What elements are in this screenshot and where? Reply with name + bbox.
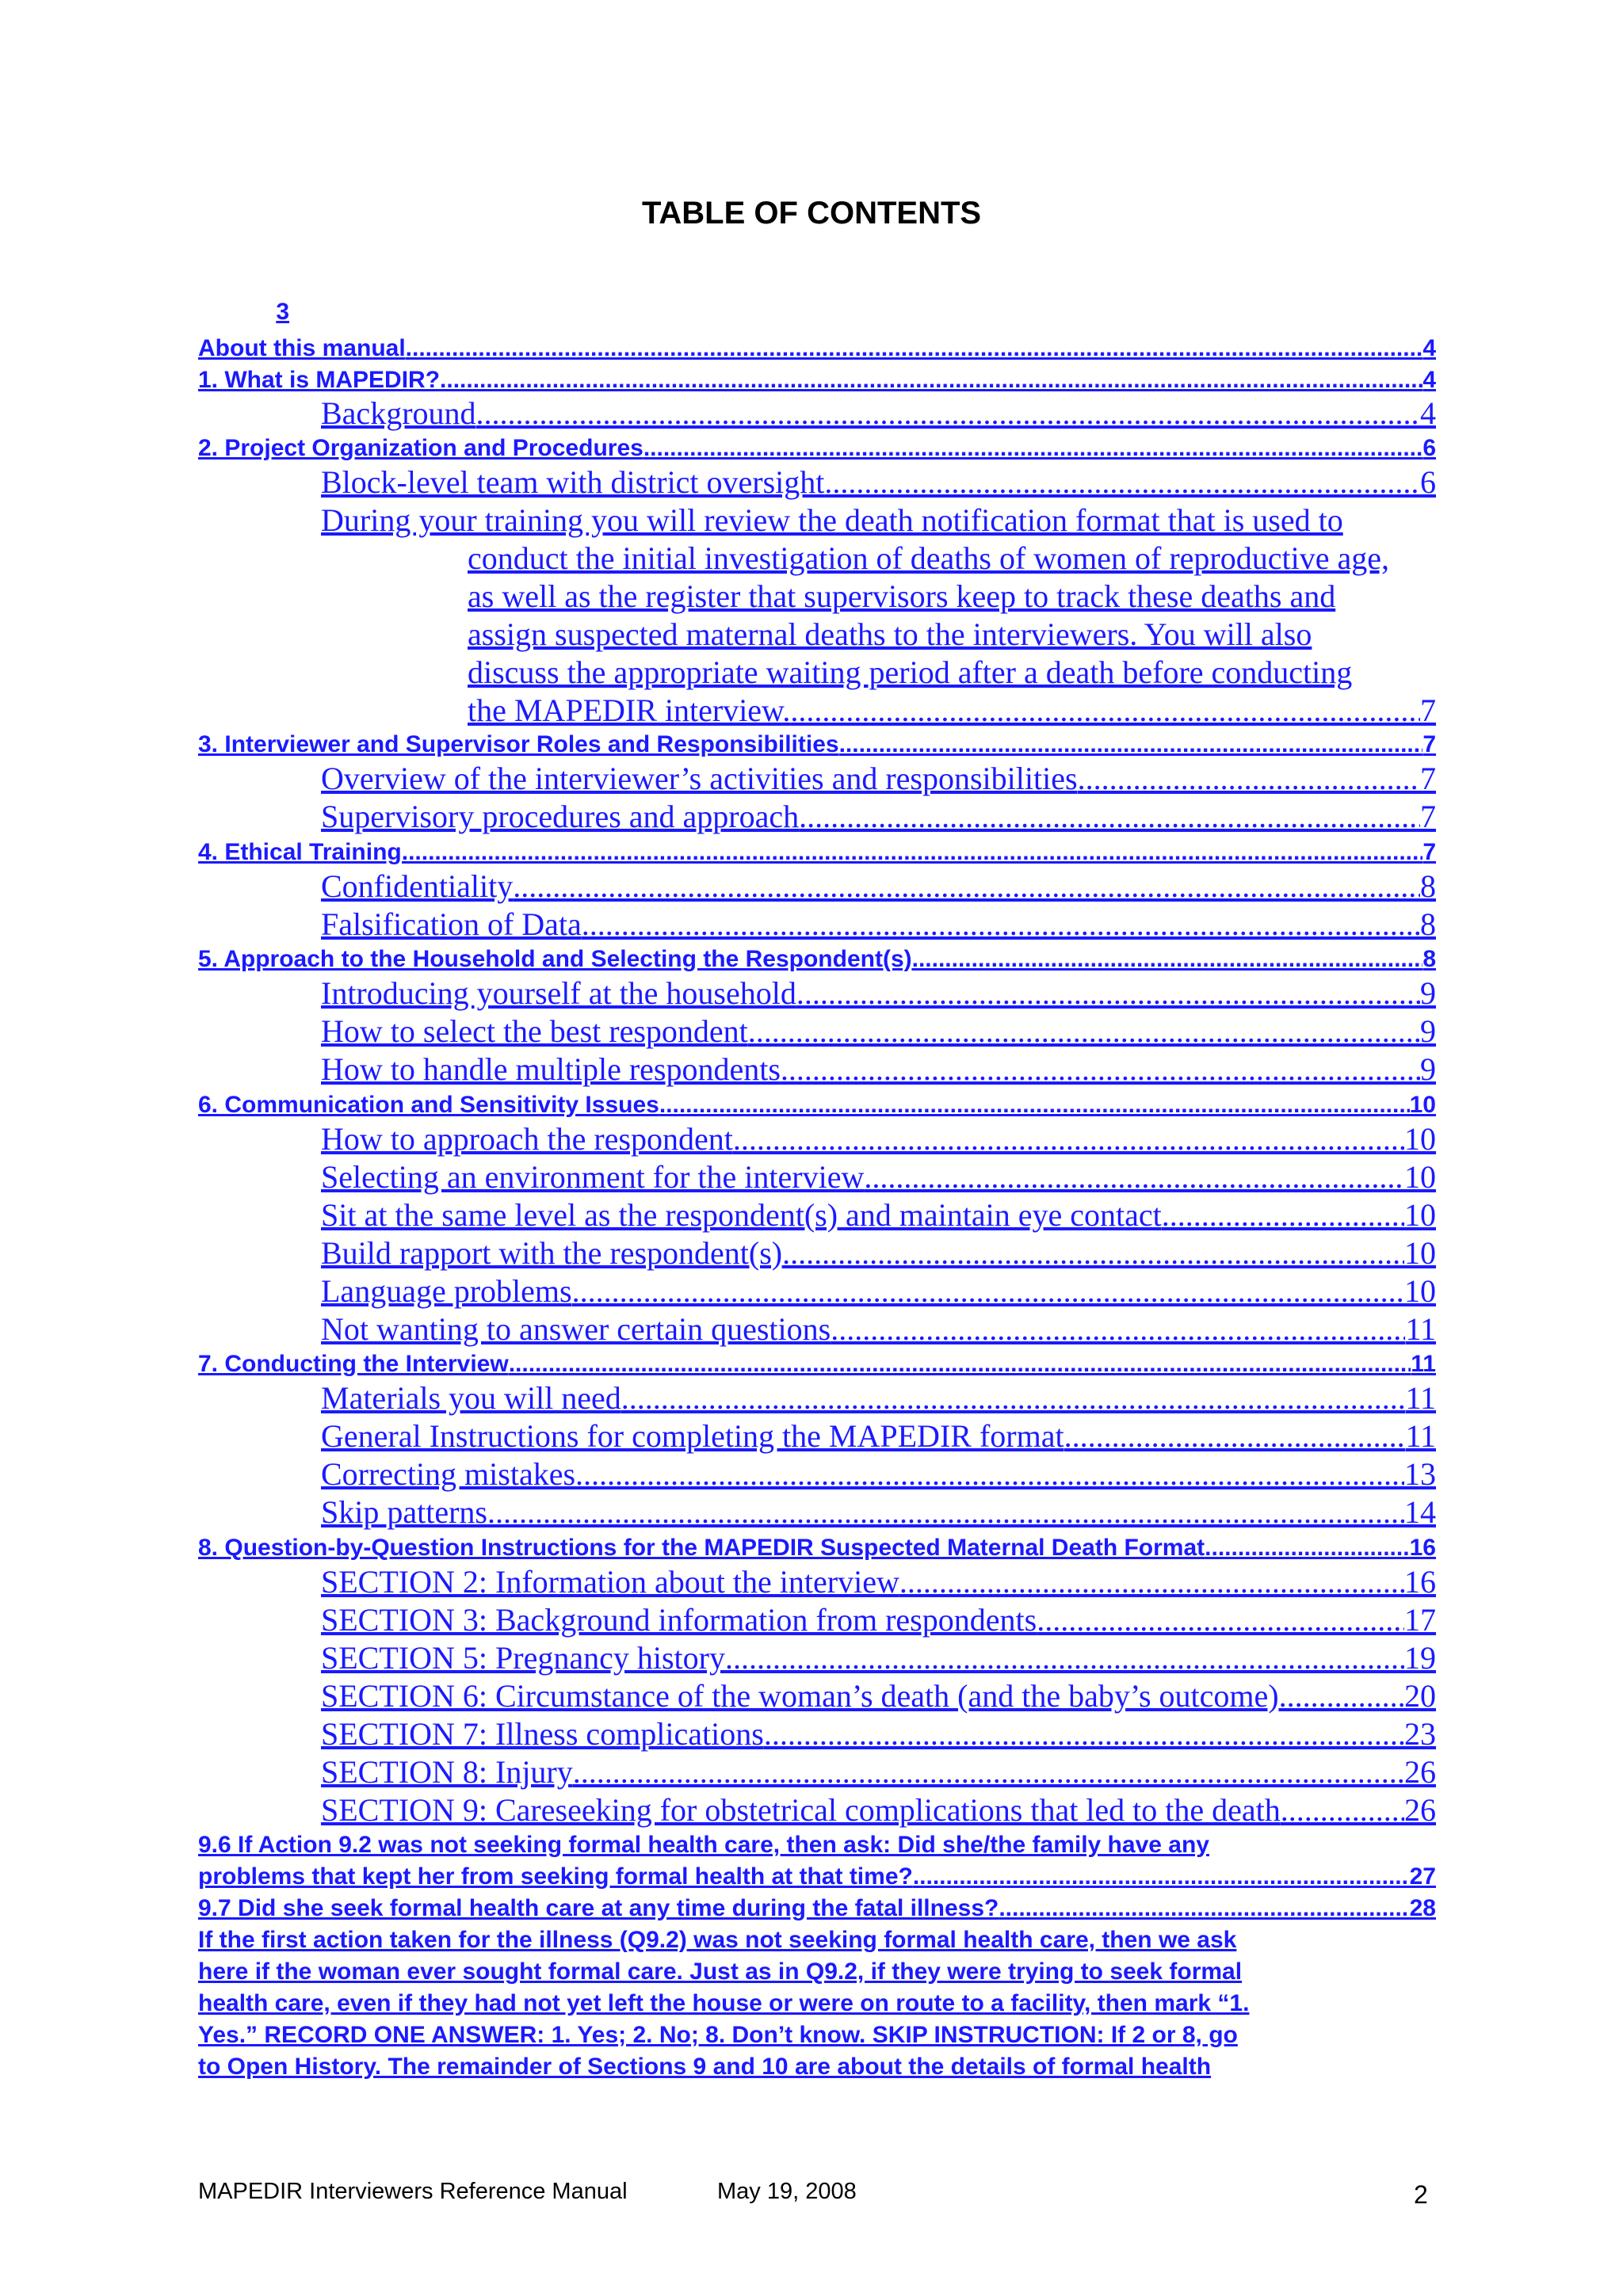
toc-entry-text: About this manual [198, 335, 406, 361]
toc-leader [781, 1051, 1420, 1089]
toc-leader [572, 1272, 1404, 1310]
toc-page-number: 11 [1405, 1311, 1436, 1347]
toc-leader [1281, 1791, 1404, 1829]
toc-leader [1205, 1532, 1409, 1564]
toc-entry-text: 9.7 Did she seek formal health care at any time during the fatal illness? [198, 1895, 999, 1921]
toc-entry-9-7-detail-line-4[interactable]: Yes.” RECORD ONE ANSWER: 1. Yes; 2. No; 8. Don’t know. SKIP INSTRUCTION: If 2 or 8, go [198, 2022, 1238, 2048]
toc-entry-roles-responsibilities[interactable] [198, 729, 1436, 761]
toc-entry-text: SECTION 6: Circumstance of the woman’s death (and the baby’s outcome) [321, 1678, 1279, 1714]
toc-leader [839, 729, 1423, 761]
toc-page-number: 17 [1404, 1602, 1436, 1638]
toc-entry-about-this-manual[interactable] [198, 333, 1436, 364]
toc-leader [764, 1715, 1404, 1753]
footer-manual-title: MAPEDIR Interviewers Reference Manual [198, 2179, 628, 2204]
toc-entry-text: Build rapport with the respondent(s) [321, 1235, 783, 1271]
toc-entry-communication-sensitivity[interactable] [198, 1089, 1436, 1121]
toc-entry-multiple-respondents[interactable] [321, 1051, 1436, 1089]
toc-entry-text: 4. Ethical Training [198, 839, 402, 865]
toc-page-number: 10 [1404, 1235, 1436, 1271]
toc-page-number: 6 [1420, 464, 1436, 500]
toc-leader [487, 1493, 1404, 1531]
toc-entry-text: SECTION 5: Pregnancy history [321, 1640, 725, 1676]
toc-entry-text: General Instructions for completing the MAPEDIR format [321, 1418, 1064, 1454]
toc-entry-what-is-mapedir[interactable] [198, 364, 1436, 396]
toc-entry-9-7[interactable] [198, 1893, 1436, 1924]
toc-page-number: 27 [1409, 1863, 1436, 1890]
toc-entry-same-level[interactable] [321, 1196, 1436, 1234]
toc-leader [999, 1893, 1409, 1924]
toc-leader [621, 1379, 1406, 1417]
toc-entry-9-7-detail-line-5[interactable]: to Open History. The remainder of Sections 9 and 10 are about the details of formal health [198, 2054, 1212, 2080]
toc-page-number: 11 [1405, 1380, 1436, 1416]
toc-entry-notification-line-3[interactable]: as well as the register that supervisors keep to track these deaths and [468, 578, 1336, 614]
toc-entry-block-level-team[interactable] [321, 463, 1436, 502]
toc-page-number: 10 [1404, 1273, 1436, 1309]
toc-leader [582, 906, 1420, 944]
toc-page-number: 13 [1404, 1456, 1436, 1492]
toc-page-number: 8 [1420, 906, 1436, 942]
toc-entry-9-6-line-1[interactable]: 9.6 If Action 9.2 was not seeking formal health care, then ask: Did she/the family have any [198, 1832, 1209, 1858]
toc-entry-text: Supervisory procedures and approach [321, 799, 800, 834]
toc-page-number: 10 [1409, 1092, 1436, 1118]
toc-page-number: 26 [1404, 1754, 1436, 1790]
toc-page-number: 9 [1420, 1051, 1436, 1087]
toc-entry-9-7-detail-line-1[interactable]: If the first action taken for the illness (Q9.2) was not seeking formal health care, then we ask [198, 1927, 1237, 1953]
toc-leader [402, 837, 1423, 868]
toc-leader [476, 395, 1420, 433]
toc-page-number: 10 [1404, 1197, 1436, 1233]
toc-entry-section-3[interactable] [321, 1601, 1436, 1639]
toc-page-number: 8 [1420, 868, 1436, 904]
toc-page-number: 16 [1404, 1564, 1436, 1600]
toc-page-number: 7 [1423, 731, 1436, 757]
toc-entry-correcting-mistakes[interactable] [321, 1455, 1436, 1493]
toc-leader [790, 692, 1420, 730]
toc-page-number: 4 [1423, 367, 1436, 393]
toc-page-number: 23 [1404, 1716, 1436, 1752]
toc-leader [509, 1348, 1411, 1380]
toc-leader [406, 333, 1423, 364]
toc-leader [1064, 1417, 1406, 1455]
toc-leader [899, 1563, 1404, 1601]
toc-page-number: 11 [1411, 1351, 1436, 1377]
toc-page-number: 9 [1420, 1013, 1436, 1049]
toc-entry-text: Materials you will need [321, 1380, 621, 1416]
toc-leader [782, 1234, 1404, 1272]
toc-page-number: 11 [1405, 1418, 1436, 1454]
toc-entry-9-7-detail-line-2[interactable]: here if the woman ever sought formal care. Just as in Q9.2, if they were trying to seek formal [198, 1958, 1243, 1985]
toc-leader [643, 433, 1423, 464]
toc-entry-text: SECTION 9: Careseeking for obstetrical complications that led to the death [321, 1792, 1281, 1828]
toc-entry-text: Overview of the interviewer’s activities and responsibilities [321, 761, 1078, 796]
toc-entry-notification-line-6[interactable] [468, 692, 1436, 730]
toc-leader [575, 1455, 1404, 1493]
toc-entry-text: How to handle multiple respondents [321, 1051, 781, 1087]
toc-leader [796, 974, 1420, 1013]
toc-entry-text: Selecting an environment for the interview [321, 1159, 865, 1195]
toc-page-number: 20 [1404, 1678, 1436, 1714]
toc-page-number: 7 [1420, 761, 1436, 796]
toc-leader [831, 1310, 1405, 1348]
toc-leader [659, 1089, 1410, 1121]
toc-top-page-number: 3 [276, 299, 289, 325]
toc-entry-section-5[interactable] [321, 1639, 1436, 1677]
toc-entry-text: Sit at the same level as the respondent(s) and maintain eye contact [321, 1197, 1162, 1233]
toc-entry-falsification[interactable] [321, 906, 1436, 944]
toc-page-number: 14 [1404, 1494, 1436, 1530]
toc-page-number: 10 [1404, 1159, 1436, 1195]
toc-entry-text: SECTION 8: Injury [321, 1754, 573, 1790]
toc-entry-approach-household[interactable] [198, 944, 1436, 975]
toc-leader [1162, 1196, 1404, 1234]
toc-entry-language-problems[interactable] [321, 1272, 1436, 1310]
toc-leader [912, 944, 1423, 975]
toc-entry-9-6-line-2[interactable] [198, 1861, 1436, 1893]
toc-entry-9-7-detail-line-3[interactable]: health care, even if they had not yet left the house or were on route to a facility, then mark “1. [198, 1990, 1250, 2016]
toc-entry-approach-respondent[interactable] [321, 1120, 1436, 1158]
footer-date: May 19, 2008 [717, 2179, 857, 2204]
toc-entry-text: 8. Question-by-Question Instructions for the MAPEDIR Suspected Maternal Death Format [198, 1535, 1205, 1561]
toc-page-number: 10 [1404, 1121, 1436, 1157]
toc-leader [573, 1753, 1404, 1791]
toc-entry-text: problems that kept her from seeking formal health at that time? [198, 1863, 913, 1890]
toc-page-number: 8 [1423, 946, 1436, 972]
toc-page-number: 7 [1420, 799, 1436, 834]
toc-page-number: 4 [1420, 395, 1436, 431]
toc-leader [799, 798, 1420, 836]
toc-leader [733, 1120, 1404, 1158]
page-title: TABLE OF CONTENTS [641, 196, 982, 231]
toc-entry-text: Background [321, 395, 476, 431]
toc-entry-section-2[interactable] [321, 1563, 1436, 1601]
toc-page-number: 19 [1404, 1640, 1436, 1676]
toc-entry-introducing-yourself[interactable] [321, 974, 1436, 1013]
toc-page-number: 26 [1404, 1792, 1436, 1828]
toc-entry-text: 2. Project Organization and Procedures [198, 435, 643, 461]
toc-leader [725, 1639, 1404, 1677]
toc-page-number: 7 [1420, 692, 1436, 728]
toc-entry-section-6[interactable] [321, 1677, 1436, 1715]
toc-entry-text: the MAPEDIR interview. [468, 692, 791, 728]
toc-leader [1279, 1677, 1404, 1715]
toc-entry-text: 6. Communication and Sensitivity Issues [198, 1092, 659, 1118]
toc-entry-text: How to select the best respondent [321, 1013, 748, 1049]
toc-leader [913, 1861, 1410, 1893]
toc-entry-project-organization[interactable] [198, 433, 1436, 464]
toc-top-page-link[interactable] [198, 296, 289, 328]
toc-leader [513, 868, 1420, 906]
toc-entry-text: 5. Approach to the Household and Selecting the Respondent(s) [198, 946, 912, 972]
toc-entry-skip-patterns[interactable] [321, 1493, 1436, 1531]
toc-entry-text: Not wanting to answer certain questions [321, 1311, 831, 1347]
toc-entry-overview-activities[interactable] [321, 760, 1436, 798]
toc-entry-text: Introducing yourself at the household [321, 975, 796, 1011]
toc-entry-conducting-interview[interactable] [198, 1348, 1436, 1380]
toc-entry-text: How to approach the respondent [321, 1121, 733, 1157]
toc-entry-materials-needed[interactable] [321, 1379, 1436, 1417]
toc-entry-section-9[interactable] [321, 1791, 1436, 1829]
toc-entry-ethical-training[interactable] [198, 837, 1436, 868]
toc-entry-notification-line-2[interactable]: conduct the initial investigation of deaths of women of reproductive age, [468, 540, 1389, 576]
toc-page-number: 6 [1423, 435, 1436, 461]
toc-entry-section-8[interactable] [321, 1753, 1436, 1791]
toc-page-number: 7 [1423, 839, 1436, 865]
toc-page-number: 9 [1420, 975, 1436, 1011]
toc-leader [864, 1158, 1404, 1196]
toc-entry-selecting-environment[interactable] [321, 1158, 1436, 1196]
toc-entry-background[interactable] [321, 395, 1436, 433]
toc-page-number: 4 [1423, 335, 1436, 361]
toc-entry-text: Confidentiality [321, 868, 514, 904]
toc-leader [1078, 760, 1420, 798]
toc-entry-section-7[interactable] [321, 1715, 1436, 1753]
toc-page-number: 28 [1409, 1895, 1436, 1921]
toc-entry-text: SECTION 7: Illness complications [321, 1716, 764, 1752]
toc-entry-text: Language problems [321, 1273, 572, 1309]
toc-entry-general-instructions[interactable] [321, 1417, 1436, 1455]
toc-entry-not-wanting-answer[interactable] [321, 1310, 1436, 1348]
toc-entry-build-rapport[interactable] [321, 1234, 1436, 1272]
toc-entry-text: 3. Interviewer and Supervisor Roles and Responsibilities [198, 731, 839, 757]
toc-entry-text: Correcting mistakes [321, 1456, 576, 1492]
toc-entry-text: Skip patterns [321, 1494, 487, 1530]
toc-entry-select-respondent[interactable] [321, 1013, 1436, 1051]
toc-entry-confidentiality[interactable] [321, 868, 1436, 906]
toc-entry-text: SECTION 3: Background information from respondents [321, 1602, 1037, 1638]
toc-entry-supervisory-procedures[interactable] [321, 798, 1436, 836]
toc-entry-text: SECTION 2: Information about the interview [321, 1564, 899, 1600]
toc-entry-text: 1. What is MAPEDIR? [198, 367, 441, 393]
toc-entry-text: Falsification of Data [321, 906, 582, 942]
toc-entry-text: Block-level team with district oversight [321, 464, 825, 500]
toc-leader [1037, 1601, 1404, 1639]
toc-entry-notification-line-1[interactable]: During your training you will review the death notification format that is used to [321, 502, 1343, 538]
toc-entry-notification-line-5[interactable]: discuss the appropriate waiting period after a death before conducting [468, 654, 1353, 690]
toc-entry-question-by-question[interactable] [198, 1532, 1436, 1564]
toc-entry-text: 7. Conducting the Interview [198, 1351, 509, 1377]
toc-leader [748, 1013, 1420, 1051]
footer-page-number: 2 [1414, 2180, 1428, 2209]
toc-leader [440, 364, 1423, 396]
toc-page-number: 16 [1409, 1535, 1436, 1561]
toc-entry-notification-line-4[interactable]: assign suspected maternal deaths to the interviewers. You will also [468, 616, 1312, 652]
toc-leader [824, 463, 1420, 502]
